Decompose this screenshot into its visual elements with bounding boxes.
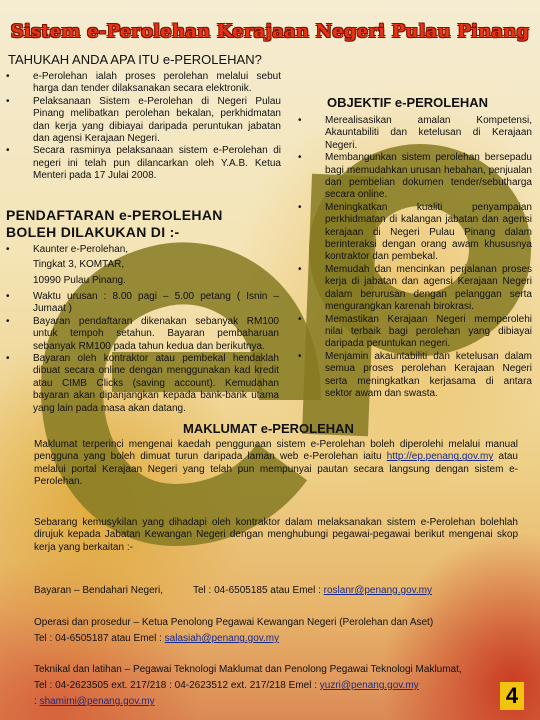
- list-item: • Memastikan Kerajaan Negeri memperolehi nilai terbaik bagi perolehan yang dibiayai daripada peruntukan negeri.: [298, 314, 532, 351]
- website-link[interactable]: http://ep.penang.gov.my: [386, 451, 494, 463]
- contact-operations-tel: [34, 633, 279, 645]
- paragraph-text: Maklumat terperinci mengenai kaedah penggunaan sistem e-Perolehan boleh diperolehi melalui manual pengguna yang boleh dimuat turun daripada laman web e-Perolehan iaitu: [34, 439, 518, 463]
- section-heading-what-is: TAHUKAH ANDA APA ITU e-PEROLEHAN?: [8, 52, 262, 67]
- registration-address: [6, 244, 281, 256]
- inquiry-paragraph: Sebarang kemusykilan yang dihadapi oleh kontraktor dalam melaksanakan sistem e-Perolehan bolehlah dirujuk kepada Jabatan Kewangan Negeri dengan menghubungi pegawai-pegawai berikut mengenai skop kerja yang berkaitan :-: [34, 517, 518, 553]
- contact-tel-text: Tel : 04-2623505 ext. 217/218 : 04-2623512 ext. 217/218 Emel :: [34, 680, 320, 691]
- contact-operations-title: Operasi dan prosedur – Ketua Penolong Pegawai Kewangan Negeri (Perolehan dan Aset): [34, 617, 434, 628]
- information-paragraph: [34, 439, 518, 489]
- page-title: Sistem e-Perolehan Kerajaan Negeri Pulau Pinang: [10, 21, 530, 42]
- list-item: • Bayaran oleh kontraktor atau pembekal hendaklah dibuat secara online dengan menggunakan kad kredit atau CIMB Clicks (saving account). Kemudahan bayaran akan dipanjangkan kepada bank-bank utama yang lain pada masa akan datang.: [6, 353, 279, 415]
- email-link[interactable]: salasiah@penang.gov.my: [164, 633, 280, 644]
- contact-technical-tel: [34, 680, 419, 692]
- address-line: Tingkat 3, KOMTAR,: [33, 259, 125, 270]
- list-item: • Meningkatkan kualiti penyampaian perkhidmatan di kalangan jabatan dan agensi kerajaan di Negeri Pulau Pinang dalam berinteraksi dengan orang awam khususnya kontraktor dan pembekal.: [298, 202, 532, 264]
- address-line: • Kaunter e-Perolehan,: [6, 244, 281, 256]
- section-heading-objectives: OBJEKTIF e-PEROLEHAN: [327, 95, 489, 110]
- section-heading-registration: PENDAFTARAN e-PEROLEHAN BOLEH DILAKUKAN DI :-: [6, 207, 223, 240]
- contact-technical-email-2: [34, 696, 155, 708]
- what-is-list: [6, 71, 281, 183]
- email-link[interactable]: shamimi@penang.gov.my: [39, 696, 155, 707]
- list-item: • Menjamin akauntabiliti dan ketelusan dalam semua proses perolehan Kerajaan Negeri serta meningkatkan kerjasama di antara sektor awam dan swasta.: [298, 351, 532, 401]
- list-item: • Secara rasminya pelaksanaan sistem e-Perolehan di negeri ini telah pun dilancarkan oleh Y.A.B. Ketua Menteri pada 17 Julai 2008.: [6, 145, 281, 182]
- separator-text: :: [34, 696, 40, 707]
- page-number-badge: 4: [500, 682, 524, 710]
- contact-tel-text: Tel : 04-6505185 atau Emel :: [193, 585, 324, 596]
- contact-payment-tel: [193, 585, 432, 597]
- address-line: 10990 Pulau Pinang.: [33, 275, 126, 286]
- list-item: • Merealisasikan amalan Kompetensi, Akauntabiliti dan ketelusan di Kerajaan Negeri.: [298, 115, 532, 152]
- list-item: • Bayaran pendaftaran dikenakan sebanyak RM100 untuk tempoh setahun. Bayaran pembaharuan sebanyak RM100 pada tahun kedua dan berikutnya.: [6, 316, 279, 353]
- contact-tel-text: Tel : 04-6505187 atau Emel :: [34, 633, 165, 644]
- paragraph-text: atau melalui portal Kerajaan Negeri yang telah pun mempunyai pautan secara langsung dengan sistem e-Perolehan.: [34, 451, 518, 488]
- objectives-list: [298, 115, 532, 400]
- email-link[interactable]: yuzri@penang.gov.my: [319, 680, 419, 691]
- list-item: • Membangunkan sistem perolehan bersepadu bagi memudahkan urusan hebahan, penjualan dan pembelian dokumen tender/sebutharga secara online.: [298, 152, 532, 202]
- list-item: • e-Perolehan ialah proses perolehan melalui sebut harga dan tender dilaksanakan secara elektronik.: [6, 71, 281, 96]
- list-item: • Memudah dan mencinkan perjalanan proses kerja di jabatan dan agensi Kerajaan Negeri dalam berurusan dengan pelanggan serta mengurangkan karenah birokrasi.: [298, 264, 532, 314]
- section-heading-information: MAKLUMAT e-PEROLEHAN: [183, 421, 354, 436]
- list-item: • Pelaksanaan Sistem e-Perolehan di Negeri Pulau Pinang melibatkan perolehan bekalan, perkhidmatan dan kerja yang dibiayai daripada peruntukan jabatan dan agensi Kerajaan Negeri.: [6, 96, 281, 146]
- contact-technical-title: Teknikal dan latihan – Pegawai Teknologi Maklumat dan Penolong Pegawai Teknologi Maklumat,: [34, 664, 462, 675]
- contact-payment-label: Bayaran – Bendahari Negeri,: [34, 585, 163, 596]
- list-item: • Waktu urusan : 8.00 pagi – 5.00 petang ( Isnin – Jumaat ): [6, 291, 279, 316]
- registration-list: [6, 291, 279, 415]
- email-link[interactable]: roslanr@penang.gov.my: [323, 585, 432, 596]
